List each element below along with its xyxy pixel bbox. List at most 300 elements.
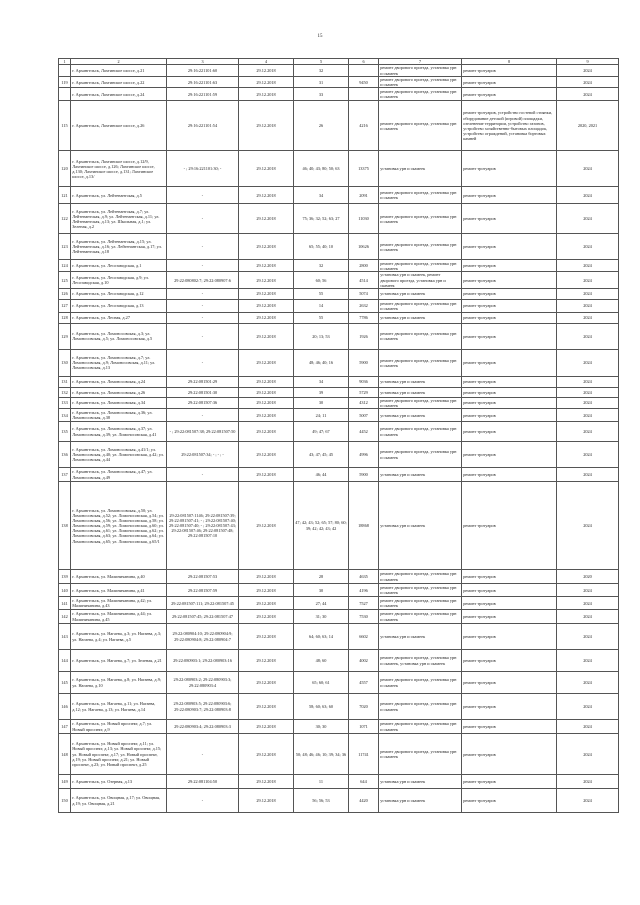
area-cell: 4557 bbox=[349, 672, 379, 694]
date-cell: 29.12.2018 bbox=[239, 101, 294, 151]
cadastral-number-cell: - bbox=[167, 468, 239, 482]
additional-works-cell: ремонт тротуаров bbox=[462, 422, 557, 442]
row-number: 146 bbox=[59, 694, 71, 720]
year-cell: 2024 bbox=[557, 260, 619, 272]
cadastral-number-cell: - bbox=[167, 288, 239, 299]
cadastral-number-cell: 29:16:221101:59 bbox=[167, 88, 239, 101]
area-cell: 18868 bbox=[349, 482, 379, 570]
table-row bbox=[59, 672, 619, 694]
cadastral-number-cell: 29:22:081507:53 bbox=[167, 570, 239, 584]
apartments-cell: 48; 60 bbox=[294, 650, 349, 672]
cadastral-number-cell: - ; 29:22:081507:38; 29:22:081507:50 bbox=[167, 422, 239, 442]
apartments-cell: 27; 44 bbox=[294, 597, 349, 610]
row-number: 133 bbox=[59, 397, 71, 408]
table-row bbox=[59, 397, 619, 408]
row-number: 135 bbox=[59, 422, 71, 442]
address-cell: г. Архангельск, ул. Малиничанина, д.41 bbox=[71, 584, 167, 597]
area-cell bbox=[349, 65, 379, 77]
additional-works-cell: ремонт тротуаров bbox=[462, 312, 557, 323]
date-cell: 29.12.2018 bbox=[239, 422, 294, 442]
minimal-works-cell: ремонт дворового проезда, установка урн и скамеек bbox=[379, 260, 462, 272]
year-cell: 2024 bbox=[557, 187, 619, 204]
address-cell: г. Архангельск, ул. Ломоносовская, д.36; ул. Ломоносовская, д.38 bbox=[71, 409, 167, 422]
year-cell: 2020 bbox=[557, 570, 619, 584]
table-row bbox=[59, 349, 619, 376]
date-cell: 29.12.2018 bbox=[239, 387, 294, 397]
date-cell: 29.12.2018 bbox=[239, 482, 294, 570]
table-row bbox=[59, 570, 619, 584]
table-row bbox=[59, 694, 619, 720]
table-row bbox=[59, 323, 619, 349]
additional-works-cell: ремонт тротуаров, устройство гостевой стоянки, оборудование детской (игровой) площадки, озеленение территории, устройство газонов, устройство хозяйственно-бытовых площадок, устройство ограждений, установка бортовых камней bbox=[462, 101, 557, 151]
cadastral-number-cell: 29:22:080802:7; 29:22:080907:6 bbox=[167, 272, 239, 288]
date-cell: 29.12.2018 bbox=[239, 672, 294, 694]
column-number: 8 bbox=[462, 59, 557, 65]
apartments-cell: 14 bbox=[294, 299, 349, 312]
apartments-cell: 39 bbox=[294, 387, 349, 397]
date-cell: 29.12.2018 bbox=[239, 234, 294, 260]
table-row bbox=[59, 482, 619, 570]
cadastral-number-cell: 29:22:081507:59 bbox=[167, 584, 239, 597]
area-cell: 5074 bbox=[349, 288, 379, 299]
date-cell: 29.12.2018 bbox=[239, 151, 294, 187]
address-cell: г. Архангельск, ул. Лейтенантская, д.7; ул. Лейтенантская, д.9; ул. Лейтенантская, д.11; ул. Лейтенантская, д.13; ул. Школьная, д.1; ул. Зеленая, д.2 bbox=[71, 204, 167, 234]
table-row bbox=[59, 775, 619, 789]
minimal-works-cell: установка урн и скамеек bbox=[379, 482, 462, 570]
area-cell: 4312 bbox=[349, 397, 379, 408]
table-row bbox=[59, 88, 619, 101]
minimal-works-cell: ремонт дворового проезда, установка урн и скамеек bbox=[379, 299, 462, 312]
apartments-cell: 47; 42; 43; 52; 65; 57; 80; 60; 39; 42; 42; 43; 42 bbox=[294, 482, 349, 570]
row-number: 128 bbox=[59, 312, 71, 323]
cadastral-number-cell: 29:16:221101:60 bbox=[167, 65, 239, 77]
year-cell: 2024 bbox=[557, 672, 619, 694]
cadastral-number-cell: 29:22:081501:29 bbox=[167, 376, 239, 387]
additional-works-cell: ремонт тротуаров bbox=[462, 272, 557, 288]
apartments-cell: 34 bbox=[294, 187, 349, 204]
cadastral-number-cell: - bbox=[167, 734, 239, 775]
additional-works-cell: ремонт тротуаров bbox=[462, 204, 557, 234]
minimal-works-cell: установка урн и скамеек bbox=[379, 775, 462, 789]
minimal-works-cell: ремонт дворового проезда, установка урн и скамеек bbox=[379, 349, 462, 376]
minimal-works-cell: ремонт дворового проезда, установка урн и скамеек bbox=[379, 422, 462, 442]
apartments-cell: 46; 44 bbox=[294, 468, 349, 482]
row-number: 138 bbox=[59, 482, 71, 570]
table-row bbox=[59, 101, 619, 151]
minimal-works-cell: ремонт дворового проезда, установка урн и скамеек bbox=[379, 234, 462, 260]
additional-works-cell: ремонт тротуаров bbox=[462, 597, 557, 610]
minimal-works-cell: ремонт дворового проезда, установка урн и скамеек bbox=[379, 88, 462, 101]
apartments-cell: 60; 56 bbox=[294, 272, 349, 288]
additional-works-cell: ремонт тротуаров bbox=[462, 584, 557, 597]
row-number: 123 bbox=[59, 234, 71, 260]
address-cell: г. Архангельск, ул. Лесозаводская, д.13 bbox=[71, 299, 167, 312]
row-number: 127 bbox=[59, 299, 71, 312]
year-cell: 2024 bbox=[557, 288, 619, 299]
year-cell: 2024 bbox=[557, 610, 619, 624]
year-cell: 2024 bbox=[557, 349, 619, 376]
area-cell: 4196 bbox=[349, 584, 379, 597]
additional-works-cell: ремонт тротуаров bbox=[462, 672, 557, 694]
minimal-works-cell: установка урн и скамеек bbox=[379, 376, 462, 387]
row-number: 144 bbox=[59, 650, 71, 672]
year-cell: 2024 bbox=[557, 151, 619, 187]
additional-works-cell: ремонт тротуаров bbox=[462, 288, 557, 299]
cadastral-number-cell: - bbox=[167, 349, 239, 376]
area-cell: 11030 bbox=[349, 204, 379, 234]
apartments-cell: 30 bbox=[294, 397, 349, 408]
year-cell: 2020, 2021 bbox=[557, 101, 619, 151]
address-cell: г. Архангельск, ул. Ломоносовская, д.50; ул. Ломоносовская, д.52; ул. Ломоносовская, д.54; ул. Ломоносовская, д.56; ул. Ломоносовская, д.58; ул. Ломоносовская, д.59; ул. Ломоносовская, д.60; ул. Ломоносовская, д.61; ул. Ломоносовская, д.62; ул. Ломоносовская, д.63; ул. Ломоносовская, д.64; ул. Ломоносовская, д.65; ул. Ломоносовская, д.65/1 bbox=[71, 482, 167, 570]
address-cell: г. Архангельск, ул. Озерная, д.13 bbox=[71, 775, 167, 789]
year-cell: 2024 bbox=[557, 323, 619, 349]
additional-works-cell: ремонт тротуаров bbox=[462, 376, 557, 387]
year-cell: 2024 bbox=[557, 597, 619, 610]
date-cell: 29.12.2018 bbox=[239, 694, 294, 720]
column-number: 9 bbox=[557, 59, 619, 65]
additional-works-cell: ремонт тротуаров bbox=[462, 409, 557, 422]
area-cell: 644 bbox=[349, 775, 379, 789]
table-row bbox=[59, 299, 619, 312]
address-cell: г. Архангельск, ул. Лесозаводская, д.1 bbox=[71, 260, 167, 272]
table-row bbox=[59, 468, 619, 482]
apartments-cell: 30; 30 bbox=[294, 720, 349, 734]
table-row bbox=[59, 422, 619, 442]
date-cell: 29.12.2018 bbox=[239, 204, 294, 234]
additional-works-cell: ремонт тротуаров bbox=[462, 234, 557, 260]
column-number: 5 bbox=[294, 59, 349, 65]
year-cell: 2024 bbox=[557, 468, 619, 482]
row-number: 139 bbox=[59, 570, 71, 584]
area-cell: 6602 bbox=[349, 624, 379, 650]
table-row bbox=[59, 260, 619, 272]
year-cell: 2024 bbox=[557, 204, 619, 234]
date-cell: 29.12.2018 bbox=[239, 88, 294, 101]
cadastral-number-cell: 29:22:080904:10; 29:22:080904:9; 29:22:080904:8; 29:22:080904:7 bbox=[167, 624, 239, 650]
address-cell: г. Архангельск, ул. Ломоносовская, д.41/1; ул. Ломоносовская, д.40; ул. Ломоносовская, д.42; ул. Ломоносовская, д.44 bbox=[71, 442, 167, 468]
additional-works-cell: ремонт тротуаров bbox=[462, 610, 557, 624]
minimal-works-cell: ремонт дворового проезда, установка урн и скамеек bbox=[379, 610, 462, 624]
minimal-works-cell: ремонт дворового проезда, установка урн и скамеек bbox=[379, 397, 462, 408]
apartments-cell: 55 bbox=[294, 288, 349, 299]
apartments-cell: 32 bbox=[294, 260, 349, 272]
cadastral-number-cell: - bbox=[167, 234, 239, 260]
row-number: 136 bbox=[59, 442, 71, 468]
cadastral-number-cell: - bbox=[167, 299, 239, 312]
date-cell: 29.12.2018 bbox=[239, 597, 294, 610]
apartments-cell: 32 bbox=[294, 65, 349, 77]
row-number: 132 bbox=[59, 387, 71, 397]
minimal-works-cell: ремонт дворового проезда, установка урн и скамеек bbox=[379, 187, 462, 204]
address-cell: г. Архангельск, ул. Ломоносовская, д.37; ул. Ломоносовская, д.39; ул. Ломоносовская, д.41 bbox=[71, 422, 167, 442]
row-number: 145 bbox=[59, 672, 71, 694]
cadastral-number-cell: 29:22:081507:36 bbox=[167, 397, 239, 408]
row-number: 119 bbox=[59, 77, 71, 88]
table-row bbox=[59, 376, 619, 387]
year-cell: 2024 bbox=[557, 734, 619, 775]
additional-works-cell: ремонт тротуаров bbox=[462, 349, 557, 376]
apartments-cell: 11 bbox=[294, 775, 349, 789]
apartments-cell: 43; 47; 45; 45 bbox=[294, 442, 349, 468]
year-cell: 2024 bbox=[557, 312, 619, 323]
date-cell: 29.12.2018 bbox=[239, 442, 294, 468]
row-number bbox=[59, 65, 71, 77]
row-number: 115 bbox=[59, 101, 71, 151]
column-number: 1 bbox=[59, 59, 71, 65]
date-cell: 29.12.2018 bbox=[239, 650, 294, 672]
area-cell: 2800 bbox=[349, 260, 379, 272]
row-number: 129 bbox=[59, 323, 71, 349]
column-number: 4 bbox=[239, 59, 294, 65]
minimal-works-cell: ремонт дворового проезда, установка урн и скамеек bbox=[379, 570, 462, 584]
column-number: 7 bbox=[379, 59, 462, 65]
cadastral-number-cell: - bbox=[167, 204, 239, 234]
apartments-cell: 65; 60; 61 bbox=[294, 672, 349, 694]
date-cell: 29.12.2018 bbox=[239, 299, 294, 312]
cadastral-number-cell: 29:16:221101:63 bbox=[167, 77, 239, 88]
area-cell: 4452 bbox=[349, 422, 379, 442]
date-cell: 29.12.2018 bbox=[239, 570, 294, 584]
area-cell: 5900 bbox=[349, 349, 379, 376]
apartments-cell: 26 bbox=[294, 101, 349, 151]
minimal-works-cell: ремонт дворового проезда, установка урн и скамеек bbox=[379, 672, 462, 694]
apartments-cell: 20; 13; 53 bbox=[294, 323, 349, 349]
cadastral-number-cell: 29:22:080903:5; 29:22:080903:6; 29:22:080903:7; 29:22:080903:8 bbox=[167, 694, 239, 720]
additional-works-cell: ремонт тротуаров bbox=[462, 387, 557, 397]
improvement-program-table bbox=[58, 58, 619, 813]
year-cell: 2024 bbox=[557, 694, 619, 720]
year-cell: 2024 bbox=[557, 409, 619, 422]
apartments-cell: 24; 11 bbox=[294, 409, 349, 422]
page-number: 15 bbox=[317, 34, 323, 39]
address-cell: г. Архангельск, ул. Малиничанина, д.40 bbox=[71, 570, 167, 584]
row-number: 141 bbox=[59, 597, 71, 610]
row-number: 149 bbox=[59, 775, 71, 789]
apartments-cell: 34 bbox=[294, 376, 349, 387]
minimal-works-cell: установка урн и скамеек bbox=[379, 312, 462, 323]
address-cell: г. Архангельск, Лахтинское шоссе, д.12/9, Лахтинское шоссе, д.126; Лахтинское шоссе, д.130; Лахтинское шоссе, д.131; Лахтинское шоссе, д.13/ bbox=[71, 151, 167, 187]
date-cell: 29.12.2018 bbox=[239, 734, 294, 775]
row-number: 150 bbox=[59, 789, 71, 813]
row-number: 121 bbox=[59, 187, 71, 204]
column-number: 6 bbox=[349, 59, 379, 65]
area-cell: 11741 bbox=[349, 734, 379, 775]
date-cell: 29.12.2018 bbox=[239, 376, 294, 387]
address-cell: г. Архангельск, ул. Лейтенантская, д.5 bbox=[71, 187, 167, 204]
year-cell: 2024 bbox=[557, 234, 619, 260]
cadastral-number-cell: - bbox=[167, 260, 239, 272]
year-cell: 2024 bbox=[557, 650, 619, 672]
row-number: 148 bbox=[59, 734, 71, 775]
area-cell: 2632 bbox=[349, 299, 379, 312]
additional-works-cell: ремонт тротуаров bbox=[462, 734, 557, 775]
additional-works-cell: ремонт тротуаров bbox=[462, 570, 557, 584]
minimal-works-cell: установка урн и скамеек bbox=[379, 288, 462, 299]
apartments-cell: 48; 46; 40; 16 bbox=[294, 349, 349, 376]
year-cell: 2024 bbox=[557, 88, 619, 101]
table-row bbox=[59, 151, 619, 187]
minimal-works-cell: ремонт дворового проезда, установка урн и скамеек bbox=[379, 101, 462, 151]
date-cell: 29.12.2018 bbox=[239, 65, 294, 77]
date-cell: 29.12.2018 bbox=[239, 397, 294, 408]
apartments-cell: 49; 47; 67 bbox=[294, 422, 349, 442]
apartments-cell: 56; 56; 53 bbox=[294, 789, 349, 813]
table-row bbox=[59, 77, 619, 88]
area-cell: 4996 bbox=[349, 442, 379, 468]
year-cell: 2024 bbox=[557, 584, 619, 597]
area-cell: 5900 bbox=[349, 468, 379, 482]
apartments-cell: 55 bbox=[294, 312, 349, 323]
date-cell: 29.12.2018 bbox=[239, 720, 294, 734]
additional-works-cell: ремонт тротуаров bbox=[462, 720, 557, 734]
area-cell bbox=[349, 88, 379, 101]
table-row bbox=[59, 442, 619, 468]
area-cell: 7530 bbox=[349, 610, 379, 624]
minimal-works-cell: установка урн и скамеек bbox=[379, 387, 462, 397]
area-cell: 4420 bbox=[349, 789, 379, 813]
minimal-works-cell: установка урн и скамеек bbox=[379, 624, 462, 650]
date-cell: 29.12.2018 bbox=[239, 775, 294, 789]
address-cell: г. Архангельск, ул. Лесозаводская, д.12 bbox=[71, 288, 167, 299]
year-cell: 2024 bbox=[557, 422, 619, 442]
area-cell: 9450 bbox=[349, 77, 379, 88]
year-cell: 2024 bbox=[557, 387, 619, 397]
cadastral-number-cell: 29:22:080903:2; 29:22:080903:3; 29:22:080903:4 bbox=[167, 672, 239, 694]
year-cell: 2024 bbox=[557, 775, 619, 789]
address-cell: г. Архангельск, ул. Малиничанина, д.42; ул. Малиничанина, д.43 bbox=[71, 597, 167, 610]
additional-works-cell: ремонт тротуаров bbox=[462, 482, 557, 570]
additional-works-cell: ремонт тротуаров bbox=[462, 650, 557, 672]
apartments-cell: 46; 40; 43; 80; 50; 63 bbox=[294, 151, 349, 187]
additional-works-cell: ремонт тротуаров bbox=[462, 442, 557, 468]
minimal-works-cell: ремонт дворового проезда, установка урн и скамеек, установка урн и скамеек bbox=[379, 650, 462, 672]
area-cell: 4514 bbox=[349, 272, 379, 288]
address-cell: г. Архангельск, ул. Ломоносовская, д.24 bbox=[71, 376, 167, 387]
additional-works-cell: ремонт тротуаров bbox=[462, 323, 557, 349]
row-number: 131 bbox=[59, 376, 71, 387]
cadastral-number-cell: 29:22:081507:111; 29:22:081507:45 bbox=[167, 597, 239, 610]
year-cell: 2024 bbox=[557, 376, 619, 387]
apartments-cell: 33 bbox=[294, 88, 349, 101]
date-cell: 29.12.2018 bbox=[239, 468, 294, 482]
area-cell: 4635 bbox=[349, 570, 379, 584]
cadastral-number-cell: - bbox=[167, 312, 239, 323]
address-cell: г. Архангельск, ул. Ломоносовская, д.3; ул. Ломоносовская, д.5; ул. Ломоносовская, д.5 bbox=[71, 323, 167, 349]
cadastral-number-cell: - ; 29:16:221101:30; - bbox=[167, 151, 239, 187]
row-number bbox=[59, 88, 71, 101]
address-cell: г. Архангельск, ул. Лесозаводская, д.9; ул. Лесозаводская, д.10 bbox=[71, 272, 167, 288]
area-cell: 7527 bbox=[349, 597, 379, 610]
address-cell: г. Архангельск, ул. Нагаева, д.8; ул. Нагаева, д.9; ул. Нагаева, д.10 bbox=[71, 672, 167, 694]
minimal-works-cell: установка урн и скамеек, ремонт дворового проезда, установка урн и скамеек bbox=[379, 272, 462, 288]
year-cell: 2024 bbox=[557, 65, 619, 77]
row-number: 126 bbox=[59, 288, 71, 299]
additional-works-cell: ремонт тротуаров bbox=[462, 88, 557, 101]
apartments-cell: 65; 55; 40; 10 bbox=[294, 234, 349, 260]
table-row bbox=[59, 65, 619, 77]
cadastral-number-cell: - bbox=[167, 187, 239, 204]
apartments-cell: 28 bbox=[294, 570, 349, 584]
table-row bbox=[59, 734, 619, 775]
cadastral-number-cell: 29:22:080903:4; 29:22:080903:3 bbox=[167, 720, 239, 734]
year-cell: 2024 bbox=[557, 720, 619, 734]
cadastral-number-cell: 29:22:081507:1146; 29:22:081507:39; 29:22:081507:41; - ; 29:22:081507:40; 29:22:081507:40; - ; 29:22:081507:43; 29:22:081507:46; 29:22:081507:48; 29:22:081507:10 bbox=[167, 482, 239, 570]
area-cell: 10626 bbox=[349, 234, 379, 260]
address-cell: г. Архангельск, ул. Малиничанина, д.44; ул. Малиничанина, д.45 bbox=[71, 610, 167, 624]
area-cell: 7020 bbox=[349, 694, 379, 720]
table-row bbox=[59, 584, 619, 597]
table-row bbox=[59, 789, 619, 813]
year-cell: 2024 bbox=[557, 397, 619, 408]
additional-works-cell: ремонт тротуаров bbox=[462, 65, 557, 77]
date-cell: 29.12.2018 bbox=[239, 409, 294, 422]
cadastral-number-cell: 29:22:080903:1; 29:22:080903:16 bbox=[167, 650, 239, 672]
cadastral-number-cell: 29:16:221101:54 bbox=[167, 101, 239, 151]
year-cell: 2024 bbox=[557, 299, 619, 312]
table-row bbox=[59, 288, 619, 299]
minimal-works-cell: ремонт дворового проезда, установка урн и скамеек bbox=[379, 734, 462, 775]
address-cell: г. Архангельск, ул. Ломоносовская, д.26 bbox=[71, 387, 167, 397]
apartments-cell: 75; 36; 32; 52; 63; 27 bbox=[294, 204, 349, 234]
table-row bbox=[59, 624, 619, 650]
row-number: 122 bbox=[59, 204, 71, 234]
column-number: 2 bbox=[71, 59, 167, 65]
table-row bbox=[59, 720, 619, 734]
date-cell: 29.12.2018 bbox=[239, 312, 294, 323]
row-number: 125 bbox=[59, 272, 71, 288]
minimal-works-cell: ремонт дворового проезда, установка урн и скамеек bbox=[379, 323, 462, 349]
table-row bbox=[59, 610, 619, 624]
year-cell: 2024 bbox=[557, 789, 619, 813]
row-number: 120 bbox=[59, 151, 71, 187]
additional-works-cell: ремонт тротуаров bbox=[462, 624, 557, 650]
apartments-cell: 64; 60; 63; 14 bbox=[294, 624, 349, 650]
row-number: 134 bbox=[59, 409, 71, 422]
table-row bbox=[59, 234, 619, 260]
date-cell: 29.12.2018 bbox=[239, 187, 294, 204]
cadastral-number-cell: 29:22:081104:50 bbox=[167, 775, 239, 789]
cadastral-number-cell: - bbox=[167, 789, 239, 813]
additional-works-cell: ремонт тротуаров bbox=[462, 397, 557, 408]
row-number: 142 bbox=[59, 610, 71, 624]
area-cell: 9036 bbox=[349, 376, 379, 387]
table-row bbox=[59, 409, 619, 422]
area-cell: 4216 bbox=[349, 101, 379, 151]
additional-works-cell: ремонт тротуаров bbox=[462, 77, 557, 88]
additional-works-cell: ремонт тротуаров bbox=[462, 468, 557, 482]
apartments-cell: 30 bbox=[294, 584, 349, 597]
address-cell: г. Архангельск, Лахтинское шоссе, д.22 bbox=[71, 77, 167, 88]
cadastral-number-cell: 29:22:081501:30 bbox=[167, 387, 239, 397]
area-cell: 7786 bbox=[349, 312, 379, 323]
row-number: 140 bbox=[59, 584, 71, 597]
address-cell: г. Архангельск, ул. Нагаева, д.11; ул. Нагаева, д.12; ул. Нагаева, д.13; ул. Нагаева, д.14 bbox=[71, 694, 167, 720]
date-cell: 29.12.2018 bbox=[239, 323, 294, 349]
year-cell: 2024 bbox=[557, 442, 619, 468]
additional-works-cell: ремонт тротуаров bbox=[462, 187, 557, 204]
cadastral-number-cell: - bbox=[167, 323, 239, 349]
year-cell: 2024 bbox=[557, 482, 619, 570]
table-row bbox=[59, 597, 619, 610]
address-cell: г. Архангельск, Лахтинское шоссе, д.24 bbox=[71, 88, 167, 101]
address-cell: г. Архангельск, Лахтинское шоссе, д.26 bbox=[71, 101, 167, 151]
apartments-cell: 31; 30 bbox=[294, 610, 349, 624]
minimal-works-cell: ремонт дворового проезда, установка урн и скамеек bbox=[379, 77, 462, 88]
minimal-works-cell: ремонт дворового проезда, установка урн и скамеек bbox=[379, 442, 462, 468]
year-cell: 2024 bbox=[557, 272, 619, 288]
date-cell: 29.12.2018 bbox=[239, 624, 294, 650]
address-cell: г. Архангельск, ул. Нагаева, д.3; ул. Нагаева, д.3; ул. Нагаева, д.4; ул. Нагаева, д.5 bbox=[71, 624, 167, 650]
